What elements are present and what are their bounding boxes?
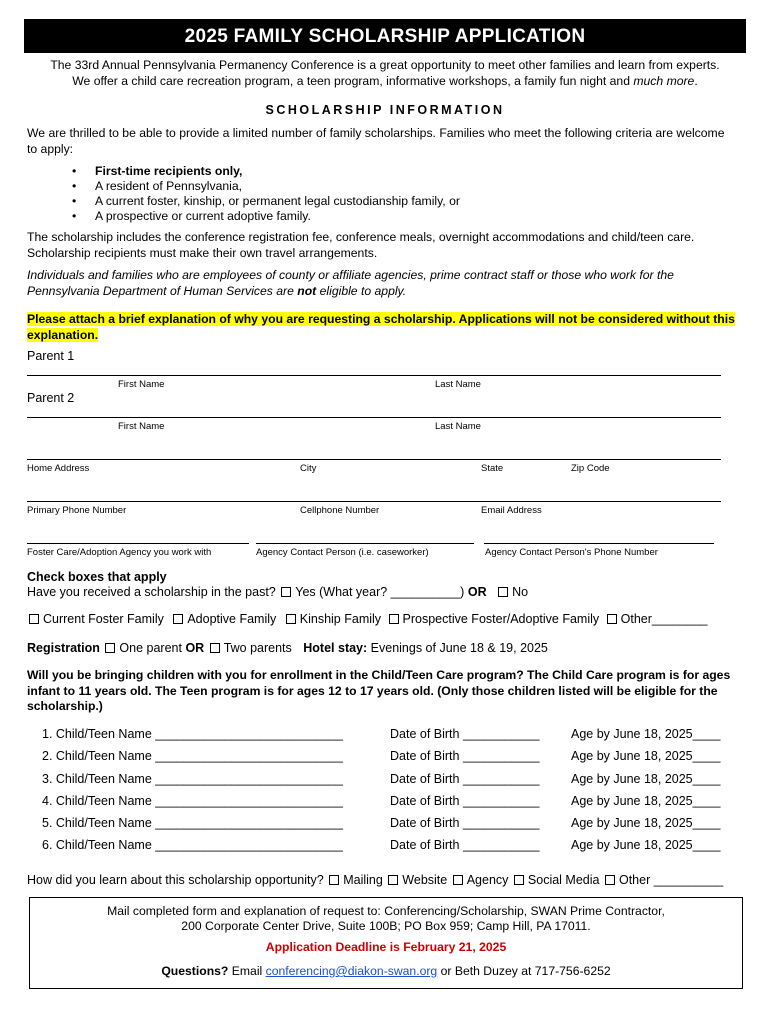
phone-line[interactable] [27, 501, 721, 502]
attach-note: Please attach a brief explanation of why you are requesting a scholarship. Applications will not be considered without this explanation. [27, 312, 735, 342]
criteria-item: • A current foster, kinship, or permanent legal custodianship family, or [72, 194, 460, 209]
kinship-checkbox[interactable] [286, 614, 296, 624]
agency-line[interactable] [27, 543, 249, 544]
parent-2-label: Parent 2 [27, 391, 75, 405]
agency-phone-label: Agency Contact Person's Phone Number [485, 547, 658, 558]
child-dob-field[interactable]: Date of Birth ___________ [390, 727, 540, 741]
child-dob-field[interactable]: Date of Birth ___________ [390, 816, 540, 830]
agency-label: Foster Care/Adoption Agency you work with [27, 547, 212, 558]
cellphone-label: Cellphone Number [300, 505, 380, 516]
intro-line-2: We offer a child care recreation program, a teen program, informative workshops, a family fun night and much more. [72, 73, 698, 88]
mailing-checkbox[interactable] [329, 875, 339, 885]
agency-contact-label: Agency Contact Person (i.e. caseworker) [256, 547, 429, 558]
child-age-field[interactable]: Age by June 18, 2025____ [571, 772, 721, 786]
first-name-label: First Name [118, 421, 165, 432]
registration-row: Registration One parent OR Two parents Hotel stay: Evenings of June 18 & 19, 2025 [27, 641, 548, 655]
learn-row: How did you learn about this scholarship opportunity? Mailing Website Agency Social Media Other __________ [27, 873, 724, 887]
child-name-field[interactable]: 2. Child/Teen Name ___________________________ [42, 749, 343, 763]
parent-2-line[interactable] [27, 417, 721, 418]
address-line[interactable] [27, 459, 721, 460]
criteria-item: • A prospective or current adoptive family. [72, 209, 460, 224]
one-parent-checkbox[interactable] [105, 643, 115, 653]
website-checkbox[interactable] [388, 875, 398, 885]
other-family-checkbox[interactable] [607, 614, 617, 624]
check-boxes-heading: Check boxes that apply [27, 570, 167, 584]
intro-line-1: The 33rd Annual Pennsylvania Permanency Conference is a great opportunity to meet other families and learn from experts. [50, 58, 720, 72]
agency-contact-line[interactable] [256, 543, 474, 544]
child-age-field[interactable]: Age by June 18, 2025____ [571, 727, 721, 741]
child-name-field[interactable]: 5. Child/Teen Name ___________________________ [42, 816, 343, 830]
child-name-field[interactable]: 1. Child/Teen Name ___________________________ [42, 727, 343, 741]
last-name-label: Last Name [435, 379, 481, 390]
email-label: Email Address [481, 505, 542, 516]
footer-box [29, 897, 743, 989]
child-name-field[interactable]: 6. Child/Teen Name ___________________________ [42, 838, 343, 852]
deadline-text: Application Deadline is February 21, 2025 [265, 940, 507, 954]
criteria-list [72, 164, 460, 224]
last-name-label: Last Name [435, 421, 481, 432]
past-scholarship-row: Have you received a scholarship in the past? Yes (What year? __________) OR No [27, 585, 529, 599]
other-learn-checkbox[interactable] [605, 875, 615, 885]
prospective-checkbox[interactable] [389, 614, 399, 624]
adoptive-checkbox[interactable] [173, 614, 183, 624]
email-link[interactable]: conferencing@diakon-swan.org [265, 964, 438, 978]
home-address-label: Home Address [27, 463, 90, 474]
questions-line: Questions? Email conferencing@diakon-swan.org or Beth Duzey at 717-756-6252 [161, 964, 611, 978]
primary-phone-label: Primary Phone Number [27, 505, 127, 516]
child-dob-field[interactable]: Date of Birth ___________ [390, 838, 540, 852]
criteria-item: • A resident of Pennsylvania, [72, 179, 460, 194]
section-heading: SCHOLARSHIP INFORMATION [265, 103, 505, 117]
state-label: State [481, 463, 504, 474]
child-age-field[interactable]: Age by June 18, 2025____ [571, 816, 721, 830]
child-name-field[interactable]: 3. Child/Teen Name ___________________________ [42, 772, 343, 786]
child-dob-field[interactable]: Date of Birth ___________ [390, 772, 540, 786]
criteria-intro: We are thrilled to be able to provide a limited number of family scholarships. Families who meet the following criteria are welcome to apply: [27, 126, 725, 156]
family-type-row: Current Foster Family Adoptive Family Kinship Family Prospective Foster/Adoptive Family Other________ [27, 612, 708, 626]
child-age-field[interactable]: Age by June 18, 2025____ [571, 749, 721, 763]
two-parents-checkbox[interactable] [210, 643, 220, 653]
parent-1-line[interactable] [27, 375, 721, 376]
child-age-field[interactable]: Age by June 18, 2025____ [571, 794, 721, 808]
ineligible-text: Individuals and families who are employees of county or affiliate agencies, prime contract staff or those who work for the Pennsylvania Department of Human Services are not eligible to apply. [27, 268, 674, 298]
past-no-checkbox[interactable] [498, 587, 508, 597]
includes-text: The scholarship includes the conference registration fee, conference meals, overnight accommodations and child/teen care. Scholarship recipients must make their own travel arrangements. [27, 230, 695, 260]
criteria-item: • First-time recipients only, [72, 164, 460, 179]
agency-phone-line[interactable] [484, 543, 714, 544]
children-question: Will you be bringing children with you for enrollment in the Child/Teen Care program? The Child Care program is for ages infant to 11 years old. The Teen program is for ages 12 to 17 years old. (Only those children listed will be eligible for the scholarship.) [27, 668, 731, 713]
parent-1-label: Parent 1 [27, 349, 75, 363]
city-label: City [300, 463, 317, 474]
current-foster-checkbox[interactable] [29, 614, 39, 624]
mail-line-1: Mail completed form and explanation of request to: Conferencing/Scholarship, SWAN Prime Contractor, [107, 904, 665, 918]
child-age-field[interactable]: Age by June 18, 2025____ [571, 838, 721, 852]
child-dob-field[interactable]: Date of Birth ___________ [390, 749, 540, 763]
intro-text [24, 58, 746, 89]
social-media-checkbox[interactable] [514, 875, 524, 885]
past-yes-checkbox[interactable] [281, 587, 291, 597]
mail-line-2: 200 Corporate Center Drive, Suite 100B; PO Box 959; Camp Hill, PA 17011. [181, 919, 591, 933]
first-name-label: First Name [118, 379, 165, 390]
page-title: 2025 FAMILY SCHOLARSHIP APPLICATION [24, 19, 746, 53]
agency-checkbox[interactable] [453, 875, 463, 885]
zip-label: Zip Code [571, 463, 610, 474]
child-dob-field[interactable]: Date of Birth ___________ [390, 794, 540, 808]
child-name-field[interactable]: 4. Child/Teen Name ___________________________ [42, 794, 343, 808]
